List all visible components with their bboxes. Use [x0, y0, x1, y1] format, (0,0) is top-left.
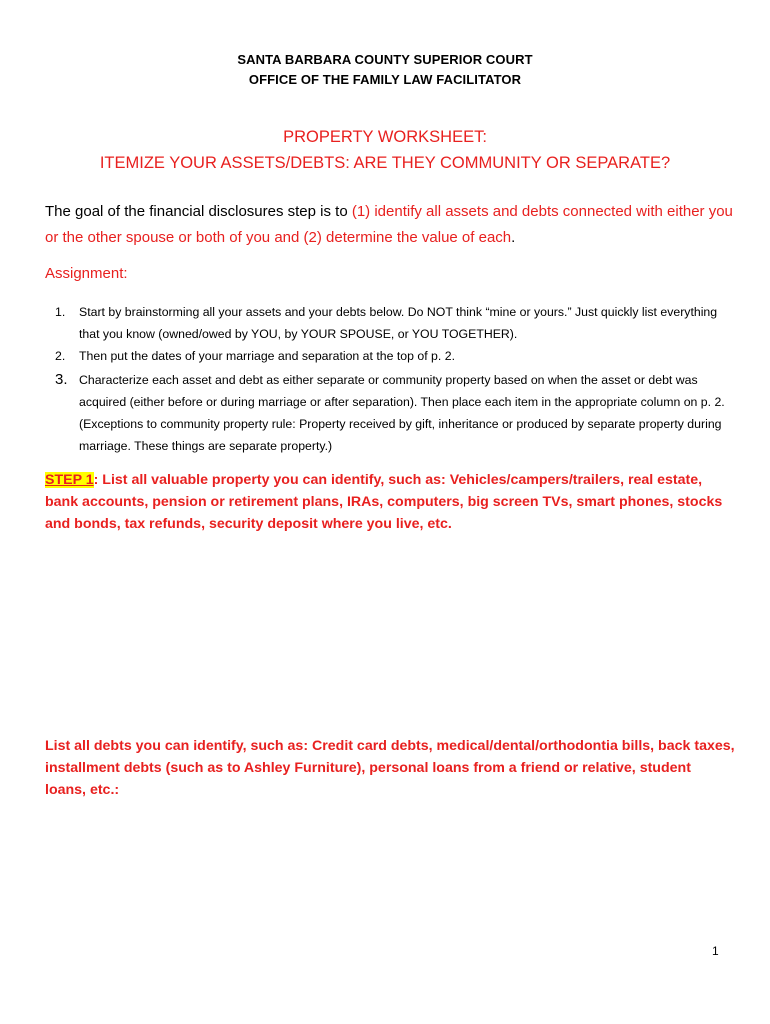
- intro-end: .: [511, 229, 516, 246]
- assignment-label: Assignment:: [45, 265, 128, 282]
- court-header: [0, 50, 770, 90]
- step-number: 3.: [55, 371, 68, 388]
- step-text: Then put the dates of your marriage and separation at the top of p. 2.: [79, 349, 455, 363]
- step-text: Start by brainstorming all your assets and your debts below. Do NOT think “mine or yours.” Just quickly list everything that you know (owned/owed by YOU, by YOUR SPOUSE, or YOU TOGETHER).: [79, 305, 718, 341]
- step1-label: STEP 1: [45, 472, 94, 488]
- step-text: Characterize each asset and debt as either separate or community property based on when the asset or debt was acquired (either before or during marriage or after separation). Then place each item in the appropriate column on p. 2. (Exceptions to community property rule: Property received by gift, inheritance or produced by separate property during marriage. These things are separate property.): [79, 373, 725, 453]
- worksheet-title-line-2: ITEMIZE YOUR ASSETS/DEBTS: ARE THEY COMMUNITY OR SEPARATE?: [99, 154, 671, 172]
- worksheet-title: [0, 124, 770, 176]
- assignment-steps: [45, 301, 735, 457]
- page-number: 1: [712, 944, 719, 958]
- step-number: 2.: [55, 349, 66, 363]
- debts-prompt: List all debts you can identify, such as: Credit card debts, medical/dental/orthodontia bills, back taxes, installment debts (such as to Ashley Furniture), personal loans from a friend or relative, student loans, etc.:: [45, 738, 735, 798]
- list-item: [45, 369, 735, 457]
- step1-paragraph: [45, 469, 735, 535]
- court-name: SANTA BARBARA COUNTY SUPERIOR COURT: [237, 52, 533, 67]
- list-item: [45, 345, 735, 367]
- step-number: 1.: [55, 305, 66, 319]
- list-item: [45, 301, 735, 345]
- intro-lead: The goal of the financial disclosures step is to: [45, 203, 352, 220]
- office-name: OFFICE OF THE FAMILY LAW FACILITATOR: [248, 72, 522, 87]
- step1-text: : List all valuable property you can identify, such as: Vehicles/campers/trailers, real estate, bank accounts, pension or retirement plans, IRAs, computers, big screen TVs, smart phones, stocks and bonds, tax refunds, security deposit where you live, etc.: [45, 472, 723, 532]
- intro-paragraph: [45, 199, 735, 251]
- intro-goal-highlight: (1) identify all assets and debts connected with either you or the other spouse or both of you and (2) determine the value of each: [45, 203, 733, 246]
- worksheet-title-line-1: PROPERTY WORKSHEET:: [283, 128, 487, 146]
